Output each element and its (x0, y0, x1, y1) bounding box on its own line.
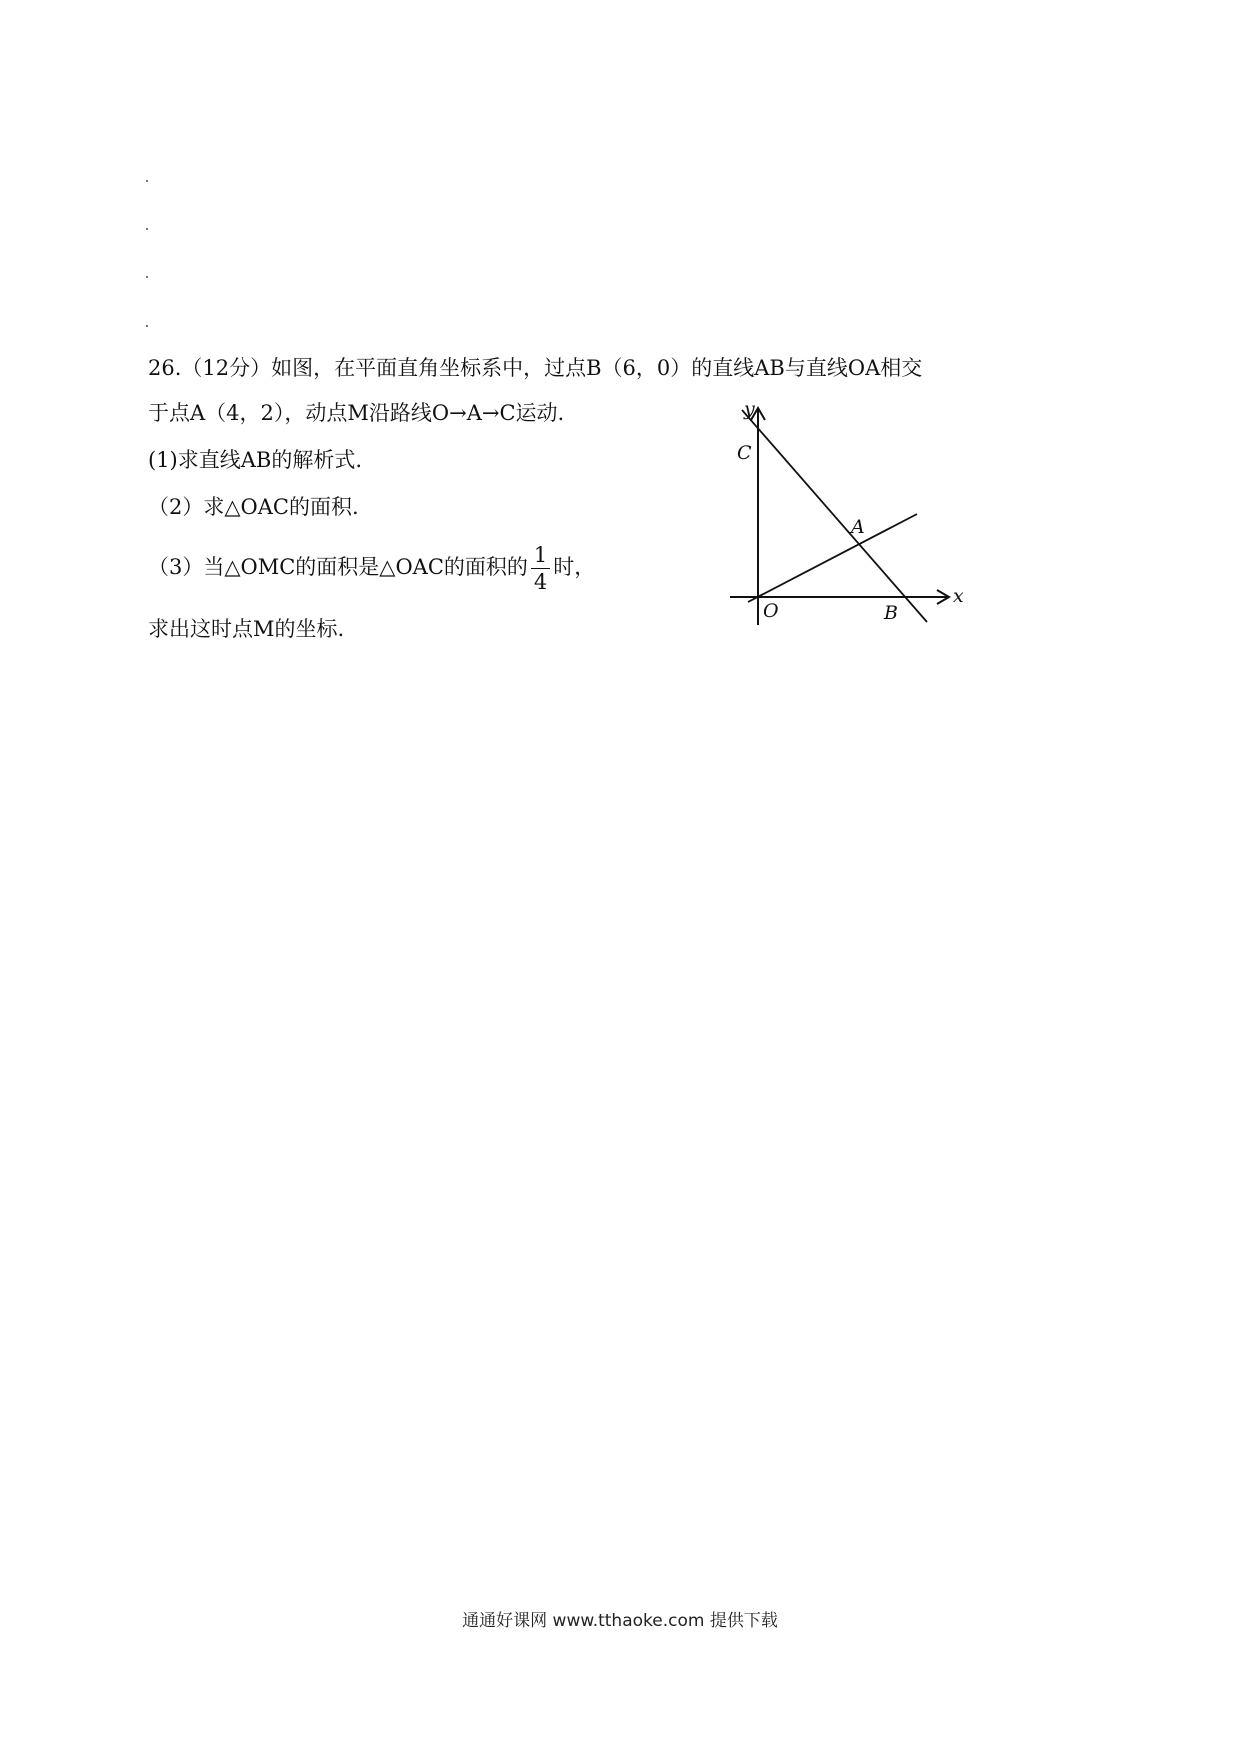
point-o-label: O (763, 600, 779, 622)
margin-dot (146, 325, 148, 327)
margin-dot (146, 228, 148, 230)
question-line-1: 26.（12分）如图，在平面直角坐标系中，过点B（6，0）的直线AB与直线OA相交 (148, 356, 923, 380)
point-a-label: A (851, 516, 865, 538)
coordinate-figure (720, 395, 980, 635)
question-part-2: （2）求△OAC的面积. (148, 495, 359, 519)
page-footer: 通通好课网 www.tthaoke.com 提供下载 (462, 1611, 778, 1631)
question-line-2: 于点A（4，2），动点M沿路线O→A→C运动. (148, 401, 565, 425)
part-3-prefix: （3）当△OMC的面积是△OAC的面积的 (148, 555, 528, 579)
margin-dot (146, 180, 148, 182)
question-part-3 (148, 540, 595, 595)
x-axis-label: x (953, 585, 964, 607)
fraction-numerator: 1 (531, 542, 550, 569)
y-axis-label: y (744, 398, 755, 420)
fraction-denominator: 4 (533, 570, 548, 594)
question-part-1: (1)求直线AB的解析式. (148, 448, 363, 472)
question-part-3-line-2: 求出这时点M的坐标. (148, 617, 345, 641)
margin-dot (146, 276, 148, 278)
part-3-suffix: 时， (553, 555, 596, 579)
fraction-one-quarter (531, 542, 550, 595)
point-c-label: C (737, 442, 752, 464)
line-oa (748, 514, 917, 602)
point-b-label: B (884, 602, 898, 624)
